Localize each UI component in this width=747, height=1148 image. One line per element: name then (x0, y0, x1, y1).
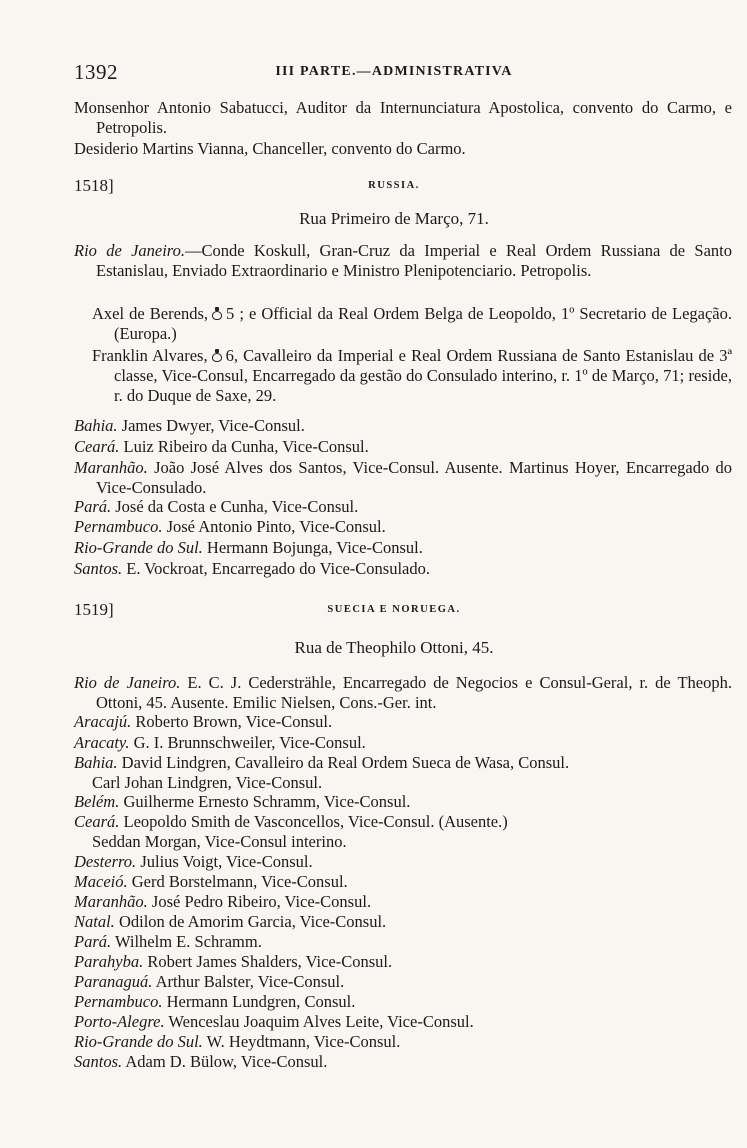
place-name: Parahyba. (74, 952, 144, 971)
place-name: Bahia. (74, 753, 118, 772)
entry-text: W. Heydtmann, Vice-Consul. (202, 1032, 401, 1051)
order-emblem-icon (211, 307, 223, 321)
consulate-entry (74, 872, 732, 892)
entry-text: G. I. Brunnschweiler, Vice-Consul. (129, 733, 366, 752)
consulate-entry (74, 416, 732, 436)
consulate-entry (74, 1032, 732, 1052)
entry-text: Wenceslau Joaquim Alves Leite, Vice-Consul. (164, 1012, 474, 1031)
section-heading-russia (74, 176, 714, 198)
place-name: Rio de Janeiro. (74, 673, 181, 692)
legation-entry (92, 304, 732, 344)
entry-text: —Conde Koskull, Gran-Cruz da Imperial e Real Ordem Russiana de Santo Estanislau, Enviado Extraordinario e Ministro Plenipotenciario. Petropolis. (96, 241, 733, 280)
place-name: Pernambuco. (74, 992, 163, 1011)
entry-text: E. C. J. Cedersträhle, Encarregado de Negocios e Consul-Geral, r. de Theoph. Ottoni, 45. Ausente. Emilic Nielsen, Cons.-Ger. int. (96, 673, 732, 712)
place-name: Pará. (74, 932, 112, 951)
place-name: Maranhão. (74, 892, 148, 911)
place-name: Belém. (74, 792, 120, 811)
consulate-entry (74, 517, 732, 537)
page-title: III PARTE.—ADMINISTRATIVA (275, 64, 513, 79)
entry-text: Adam D. Bülow, Vice-Consul. (122, 1052, 328, 1071)
consulate-entry (74, 538, 732, 558)
page-header (74, 60, 714, 88)
place-name: Porto-Alegre. (74, 1012, 165, 1031)
consulate-entry (74, 992, 732, 1012)
place-name: Ceará. (74, 812, 120, 831)
place-name: Paranaguá. (74, 972, 153, 991)
entry-text: Guilherme Ernesto Schramm, Vice-Consul. (119, 792, 411, 811)
consulate-entry (74, 497, 732, 517)
entry-text: Franklin Alvares, (92, 346, 208, 365)
intro-entry: Monsenhor Antonio Sabatucci, Auditor da Internunciatura Apostolica, convento do Carmo, e Petropolis. (74, 98, 732, 137)
section-number: 1519] (74, 600, 114, 619)
consulate-entry (74, 458, 732, 498)
entry-text: James Dwyer, Vice-Consul. (117, 416, 305, 435)
page-number: 1392 (74, 60, 118, 84)
consulate-entry (74, 852, 732, 872)
entry-text: Luiz Ribeiro da Cunha, Vice-Consul. (119, 437, 369, 456)
place-name: Santos. (74, 559, 123, 578)
section-address: Rua Primeiro de Março, 71. (299, 209, 489, 228)
place-name: Maceió. (74, 872, 128, 891)
place-name: Ceará. (74, 437, 120, 456)
place-name: Aracaty. (74, 733, 130, 752)
entry-text: 6, Cavalleiro da Imperial e Real Ordem Russiana de Santo Estanislau de 3ª classe, Vice-Consul, Encarregado da gestão do Consulado interino, r. 1º de Março, 71; reside, r. do Duque de Saxe, 29. (114, 346, 732, 405)
entry-text: Hermann Lundgren, Consul. (162, 992, 356, 1011)
consulate-entry (74, 733, 732, 753)
entry-text: 5 ; e Official da Real Ordem Belga de Leopoldo, 1º Secretario de Legação. (Europa.) (114, 304, 733, 343)
consulate-entry (74, 932, 732, 952)
consulate-entry (74, 1012, 732, 1032)
entry-text: Odilon de Amorim Garcia, Vice-Consul. (114, 912, 387, 931)
legation-entry (92, 346, 732, 406)
entry-text: José Pedro Ribeiro, Vice-Consul. (147, 892, 372, 911)
consulate-entry (74, 912, 732, 932)
consulate-entry (74, 437, 732, 457)
section-heading-suecia (74, 600, 714, 622)
place-name: Aracajú. (74, 712, 132, 731)
entry-text: José da Costa e Cunha, Vice-Consul. (111, 497, 359, 516)
entry-text: Carl Johan Lindgren, Vice-Consul. (92, 773, 323, 792)
consulate-entry (74, 952, 732, 972)
entry-text: Seddan Morgan, Vice-Consul interino. (92, 832, 347, 851)
entry-text: Gerd Borstelmann, Vice-Consul. (127, 872, 348, 891)
consulate-entry (74, 792, 732, 812)
entry-text: Leopoldo Smith de Vasconcellos, Vice-Consul. (Ausente.) (119, 812, 508, 831)
place-name: Rio-Grande do Sul. (74, 1032, 203, 1051)
section-name: RUSSIA. (368, 180, 420, 191)
place-name: Bahia. (74, 416, 118, 435)
entry-text: Robert James Shalders, Vice-Consul. (143, 952, 393, 971)
order-emblem-icon (211, 349, 223, 363)
entry-text: Arthur Balster, Vice-Consul. (152, 972, 345, 991)
legation-entry (74, 241, 732, 281)
place-name: Natal. (74, 912, 115, 931)
entry-text: E. Vockroat, Encarregado do Vice-Consulado. (122, 559, 430, 578)
place-name: Rio-Grande do Sul. (74, 538, 203, 557)
section-address: Rua de Theophilo Ottoni, 45. (294, 638, 494, 657)
place-name: Maranhão. (74, 458, 148, 477)
entry-text: João José Alves dos Santos, Vice-Consul. Ausente. Martinus Hoyer, Encarregado do Vice-Consulado. (96, 458, 732, 497)
consulate-entry (74, 753, 732, 773)
intro-entry: Desiderio Martins Vianna, Chanceller, convento do Carmo. (74, 139, 466, 158)
entry-text: José Antonio Pinto, Vice-Consul. (162, 517, 386, 536)
entry-text: Hermann Bojunga, Vice-Consul. (202, 538, 423, 557)
entry-text: Julius Voigt, Vice-Consul. (136, 852, 313, 871)
entry-text: Axel de Berends, (92, 304, 208, 323)
consulate-entry (74, 1052, 732, 1072)
consulate-entry (74, 972, 732, 992)
consulate-entry (74, 673, 732, 713)
consulate-entry (92, 832, 732, 852)
place-name: Rio de Janeiro. (74, 241, 185, 260)
consulate-entry (74, 812, 732, 832)
consulate-entry (92, 773, 732, 793)
entry-text: Wilhelm E. Schramm. (111, 932, 262, 951)
consulate-entry (74, 559, 732, 579)
place-name: Pernambuco. (74, 517, 163, 536)
place-name: Santos. (74, 1052, 123, 1071)
entry-text: Roberto Brown, Vice-Consul. (131, 712, 333, 731)
section-name: SUECIA E NORUEGA. (327, 604, 461, 615)
place-name: Pará. (74, 497, 112, 516)
entry-text: David Lindgren, Cavalleiro da Real Ordem Sueca de Wasa, Consul. (117, 753, 570, 772)
section-number: 1518] (74, 176, 114, 195)
consulate-entry (74, 712, 732, 732)
consulate-entry (74, 892, 732, 912)
place-name: Desterro. (74, 852, 137, 871)
